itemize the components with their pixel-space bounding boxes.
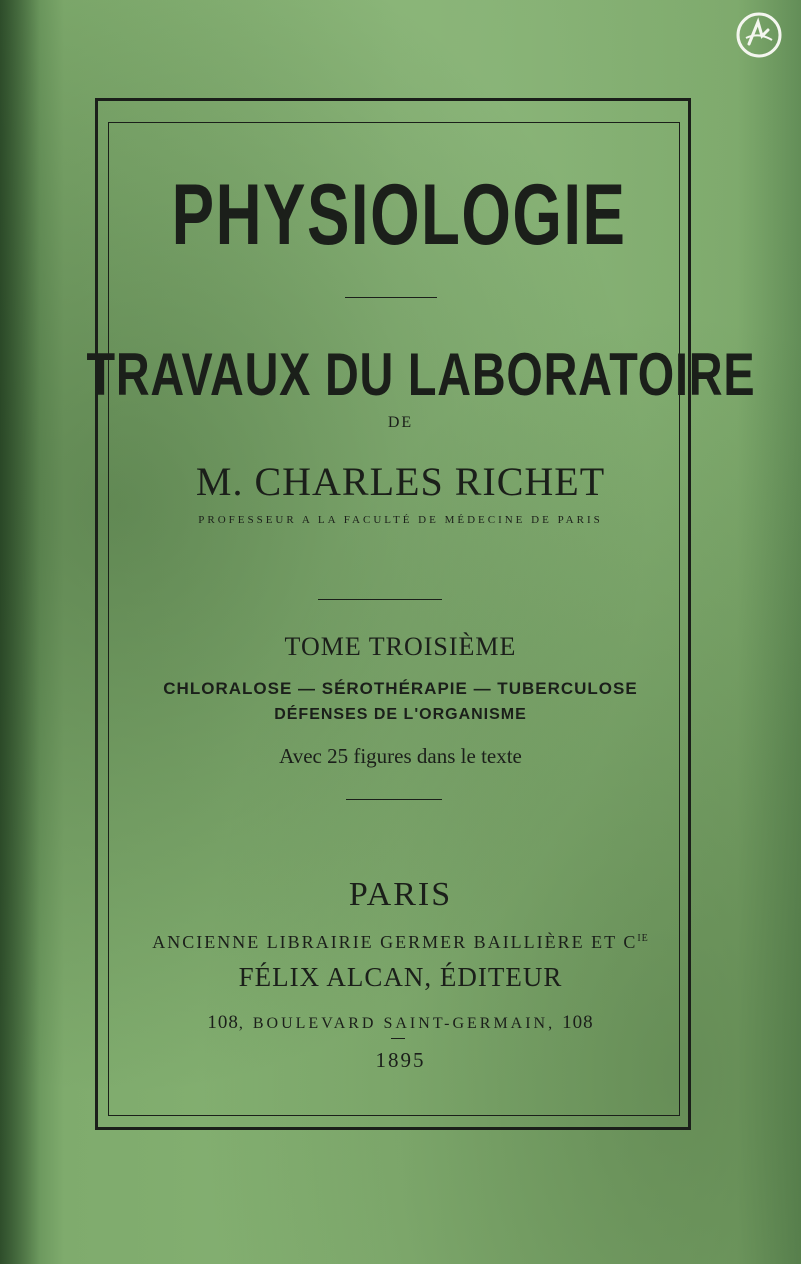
- address-number-left: 108: [207, 1012, 239, 1033]
- preposition-de: DE: [387, 414, 414, 431]
- topics-line-2: DÉFENSES DE L'ORGANISME: [274, 706, 527, 723]
- address-street: BOULEVARD SAINT-GERMAIN,: [252, 1015, 556, 1032]
- book-subtitle: TRAVAUX DU LABORATOIRE: [86, 341, 756, 408]
- publication-city: PARIS: [348, 876, 453, 913]
- divider-2: [318, 599, 442, 600]
- volume-label: TOME TROISIÈME: [284, 632, 517, 661]
- topics-line-1: CHLORALOSE — SÉROTHÉRAPIE — TUBERCULOSE: [163, 679, 638, 698]
- publisher-line-2: FÉLIX ALCAN, ÉDITEUR: [238, 962, 563, 992]
- publisher-address: 108, BOULEVARD SAINT-GERMAIN, 108: [207, 1012, 594, 1033]
- author-position: PROFESSEUR A LA FACULTÉ DE MÉDECINE DE PARIS: [198, 514, 603, 526]
- publication-year: 1895: [375, 1048, 426, 1072]
- figures-note: Avec 25 figures dans le texte: [279, 744, 522, 768]
- publisher-suffix: IE: [637, 933, 649, 944]
- book-title: PHYSIOLOGIE: [171, 167, 627, 263]
- address-number-right: 108: [562, 1012, 594, 1033]
- publisher-name: ANCIENNE LIBRAIRIE GERMER BAILLIÈRE ET C: [152, 932, 638, 952]
- author-name: M. CHARLES RICHET: [195, 459, 606, 504]
- publisher-line-1: [0, 932, 801, 953]
- divider-4: [391, 1038, 405, 1039]
- divider-1: [345, 297, 437, 298]
- divider-3: [346, 799, 442, 800]
